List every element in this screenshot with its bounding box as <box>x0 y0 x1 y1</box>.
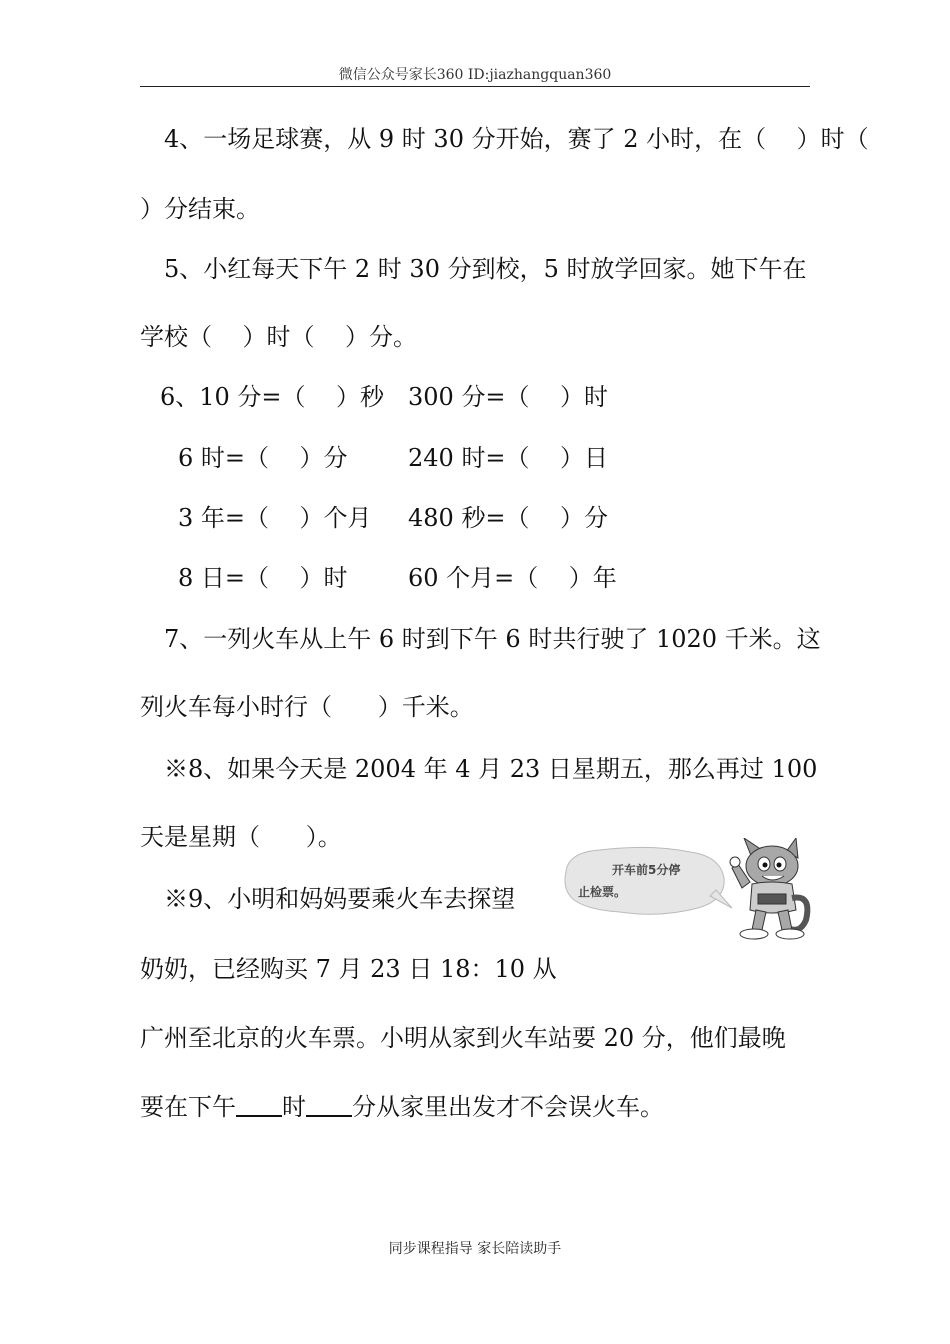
q6-row2-right: 240 时=（ ）日 <box>408 444 609 472</box>
q9-line4 <box>140 1092 664 1122</box>
minute-blank <box>306 1093 352 1117</box>
q6-row4-right: 60 个月=（ ）年 <box>408 564 617 592</box>
q6-row4-left: 8 日=（ ）时 <box>178 564 348 592</box>
svg-text:开车前5分停: 开车前5分停 <box>612 863 681 877</box>
q6-row3-right: 480 秒=（ ）分 <box>408 504 609 532</box>
page-header: 微信公众号家长360 ID:jiazhangquan360 <box>338 67 612 83</box>
q6-row3-left: 3 年=（ ）个月 <box>178 504 372 532</box>
q9-line3: 广州至北京的火车票。小明从家到火车站要 20 分，他们最晚 <box>140 1024 786 1052</box>
q9-line4-mid: 时 <box>282 1093 306 1121</box>
cartoon-illustration <box>560 838 812 942</box>
cartoon-cat-icon <box>560 838 812 942</box>
q5-line1: 5、小红每天下午 2 时 30 分到校，5 时放学回家。她下午在 <box>164 255 807 283</box>
svg-text:止检票。: 止检票。 <box>578 885 627 899</box>
q9-line4-start: 要在下午 <box>140 1093 236 1121</box>
q6-row2-left: 6 时=（ ）分 <box>178 444 348 472</box>
q9-line2: 奶奶，已经购买 7 月 23 日 18：10 从 <box>140 955 557 983</box>
q4-line2: ）分结束。 <box>140 195 260 223</box>
page-footer: 同步课程指导 家长陪读助手 <box>388 1241 562 1257</box>
q5-line2: 学校（ ）时（ ）分。 <box>140 323 418 351</box>
q8-line2: 天是星期（ ）。 <box>140 823 342 851</box>
q6-row1-right: 300 分=（ ）时 <box>408 383 609 411</box>
q7-line1: 7、一列火车从上午 6 时到下午 6 时共行驶了 1020 千米。这 <box>164 625 821 653</box>
q6-row1-left: 6、10 分=（ ）秒 <box>160 383 385 411</box>
q9-line4-end: 分从家里出发才不会误火车。 <box>352 1093 664 1121</box>
q9-line1: ※9、小明和妈妈要乘火车去探望 <box>164 885 516 913</box>
q8-line1: ※8、如果今天是 2004 年 4 月 23 日星期五，那么再过 100 <box>164 755 818 783</box>
q7-line2: 列火车每小时行（ ）千米。 <box>140 693 474 721</box>
q4-line1: 4、一场足球赛，从 9 时 30 分开始，赛了 2 小时，在（ ）时（ <box>164 125 869 153</box>
header-rule <box>140 86 810 87</box>
hour-blank <box>236 1093 282 1117</box>
